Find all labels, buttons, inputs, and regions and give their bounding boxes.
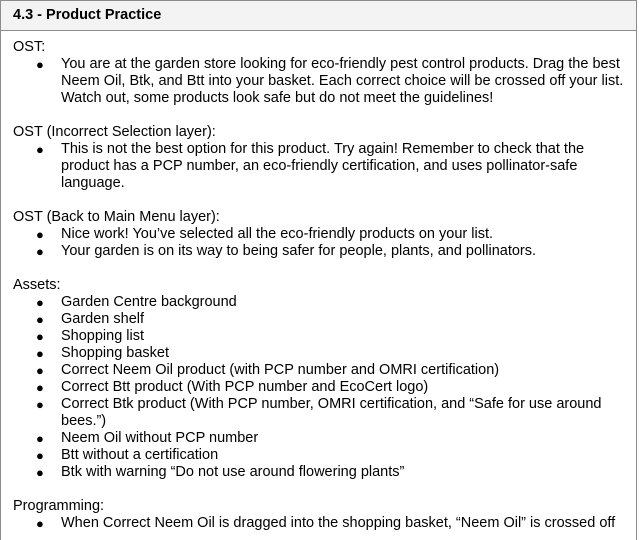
bullet-icon: ● bbox=[36, 227, 44, 242]
list-item-text: Shopping basket bbox=[61, 345, 170, 361]
section-title: 4.3 - Product Practice bbox=[1, 1, 636, 31]
list-item bbox=[13, 294, 626, 311]
list-item bbox=[13, 243, 626, 260]
list-item-text: Your garden is on its way to being safer for people, plants, and pollinators. bbox=[61, 243, 537, 259]
programming-heading: Programming: bbox=[13, 498, 105, 514]
list-item-text: Correct Btk product (With PCP number, OMRI certification, and “Safe for use around bees.”) bbox=[61, 396, 602, 429]
list-item-text: Shopping list bbox=[61, 328, 145, 344]
list-item bbox=[13, 464, 626, 481]
list-item-text: When Correct Neem Oil is dragged into the shopping basket, “Neem Oil” is crossed off bbox=[61, 515, 616, 531]
ost-incorrect-list bbox=[13, 141, 626, 192]
ost-back-list bbox=[13, 226, 626, 260]
ost-list bbox=[13, 56, 626, 107]
list-item bbox=[13, 447, 626, 464]
bullet-icon: ● bbox=[36, 516, 44, 531]
list-item bbox=[13, 396, 626, 430]
list-item bbox=[13, 345, 626, 362]
bullet-icon: ● bbox=[36, 329, 44, 344]
list-item-text: Neem Oil without PCP number bbox=[61, 430, 259, 446]
bullet-icon: ● bbox=[36, 448, 44, 463]
bullet-icon: ● bbox=[36, 465, 44, 480]
list-item bbox=[13, 56, 626, 107]
list-item bbox=[13, 515, 626, 532]
list-item bbox=[13, 141, 626, 192]
list-item-text: Correct Neem Oil product (with PCP number and OMRI certification) bbox=[61, 362, 500, 378]
bullet-icon: ● bbox=[36, 312, 44, 327]
bullet-icon: ● bbox=[36, 431, 44, 446]
ost-back-heading: OST (Back to Main Menu layer): bbox=[13, 209, 220, 225]
assets-list bbox=[13, 294, 626, 481]
list-item bbox=[13, 379, 626, 396]
list-item-text: Btk with warning “Do not use around flowering plants” bbox=[61, 464, 405, 480]
content-cell bbox=[1, 31, 636, 532]
list-item bbox=[13, 226, 626, 243]
assets-heading: Assets: bbox=[13, 277, 61, 293]
list-item-text: Garden shelf bbox=[61, 311, 145, 327]
bullet-icon: ● bbox=[36, 363, 44, 378]
list-item bbox=[13, 311, 626, 328]
bullet-icon: ● bbox=[36, 380, 44, 395]
bullet-icon: ● bbox=[36, 142, 44, 157]
list-item bbox=[13, 328, 626, 345]
list-item-text: Correct Btt product (With PCP number and EcoCert logo) bbox=[61, 379, 429, 395]
programming-list bbox=[13, 515, 626, 532]
bullet-icon: ● bbox=[36, 57, 44, 72]
list-item-text: This is not the best option for this product. Try again! Remember to check that the product has a PCP number, an eco-friendly certification, and uses pollinator-safe language. bbox=[61, 141, 585, 191]
bullet-icon: ● bbox=[36, 295, 44, 310]
bullet-icon: ● bbox=[36, 244, 44, 259]
list-item bbox=[13, 430, 626, 447]
list-item-text: Nice work! You’ve selected all the eco-friendly products on your list. bbox=[61, 226, 493, 242]
list-item-text: You are at the garden store looking for eco-friendly pest control products. Drag the best Neem Oil, Btk, and Btt into your basket. Each correct choice will be crossed off your list. Watch out, some products look safe but do not meet the guidelines! bbox=[61, 56, 624, 106]
list-item-text: Garden Centre background bbox=[61, 294, 237, 310]
ost-incorrect-heading: OST (Incorrect Selection layer): bbox=[13, 124, 216, 140]
ost-heading: OST: bbox=[13, 39, 46, 55]
list-item bbox=[13, 362, 626, 379]
list-item-text: Btt without a certification bbox=[61, 447, 219, 463]
bullet-icon: ● bbox=[36, 397, 44, 412]
bullet-icon: ● bbox=[36, 346, 44, 361]
